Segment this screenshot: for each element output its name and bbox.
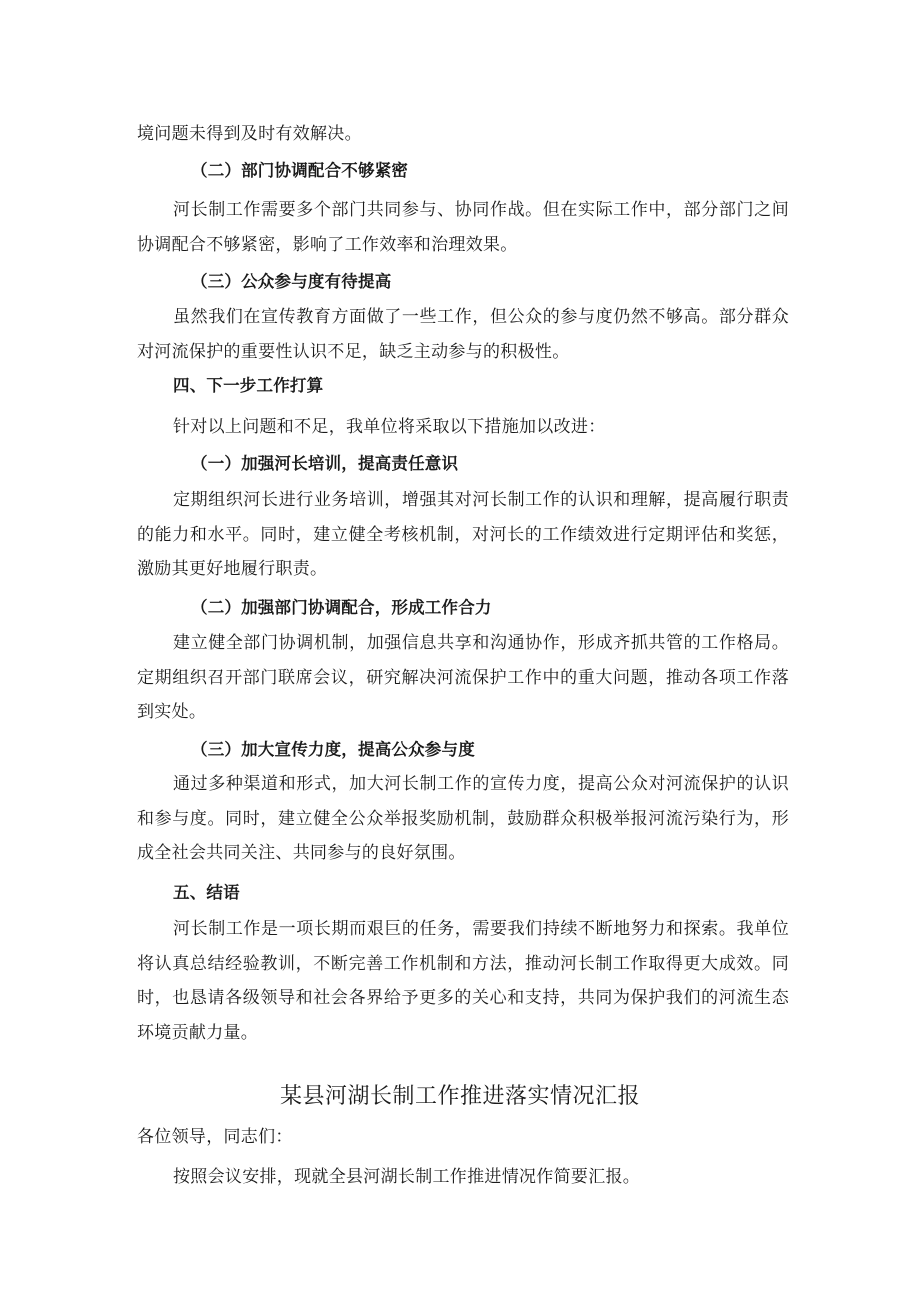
measure-2-heading: （二）加强部门协调配合，形成工作合力 — [191, 598, 492, 617]
opening-paragraph: 按照会议安排，现就全县河湖长制工作推进情况作简要汇报。 — [173, 1167, 641, 1187]
measure-3-heading: （三）加大宣传力度，提高公众参与度 — [191, 740, 475, 759]
section-5-paragraph: 河长制工作是一项长期而艰巨的任务，需要我们持续不断地努力和探索。我单位将认真总结经验教训，不断完善工作机制和方法，推动河长制工作取得更大成效。同时，也恳请各级领导和社会各界给予更多的关心和支持，共同为保护我们的河流生态环境贡献力量。 — [137, 919, 789, 1043]
issue-3-heading: （三）公众参与度有待提高 — [191, 272, 392, 291]
issue-2-paragraph: 河长制工作需要多个部门共同参与、协同作战。但在实际工作中，部分部门之间协调配合不够紧密，影响了工作效率和治理效果。 — [137, 200, 789, 255]
measure-3-paragraph: 通过多种渠道和形式，加大河长制工作的宣传力度，提高公众对河流保护的认识和参与度。同时，建立健全公众举报奖励机制，鼓励群众积极举报河流污染行为，形成全社会共同关注、共同参与的良好氛围。 — [137, 774, 789, 863]
issue-2-heading: （二）部门协调配合不够紧密 — [191, 161, 409, 180]
section-4-heading: 四、下一步工作打算 — [173, 376, 324, 395]
issue-3-paragraph: 虽然我们在宣传教育方面做了一些工作，但公众的参与度仍然不够高。部分群众对河流保护的重要性认识不足，缺乏主动参与的积极性。 — [137, 307, 789, 362]
measure-2-paragraph: 建立健全部门协调机制，加强信息共享和沟通协作，形成齐抓共管的工作格局。定期组织召开部门联席会议，研究解决河流保护工作中的重大问题，推动各项工作落到实处。 — [137, 633, 789, 722]
report-title: 某县河湖长制工作推进落实情况汇报 — [279, 1084, 640, 1109]
section-5-heading: 五、结语 — [173, 883, 240, 902]
section-4-intro: 针对以上问题和不足，我单位将采取以下措施加以改进： — [173, 417, 606, 437]
continuation-paragraph: 境问题未得到及时有效解决。 — [137, 124, 362, 144]
measure-1-heading: （一）加强河长培训，提高责任意识 — [191, 454, 459, 473]
measure-1-paragraph: 定期组织河长进行业务培训，增强其对河长制工作的认识和理解，提高履行职责的能力和水平。同时，建立健全考核机制，对河长的工作绩效进行定期评估和奖惩，激励其更好地履行职责。 — [137, 490, 789, 579]
salutation: 各位领导，同志们： — [137, 1127, 293, 1147]
